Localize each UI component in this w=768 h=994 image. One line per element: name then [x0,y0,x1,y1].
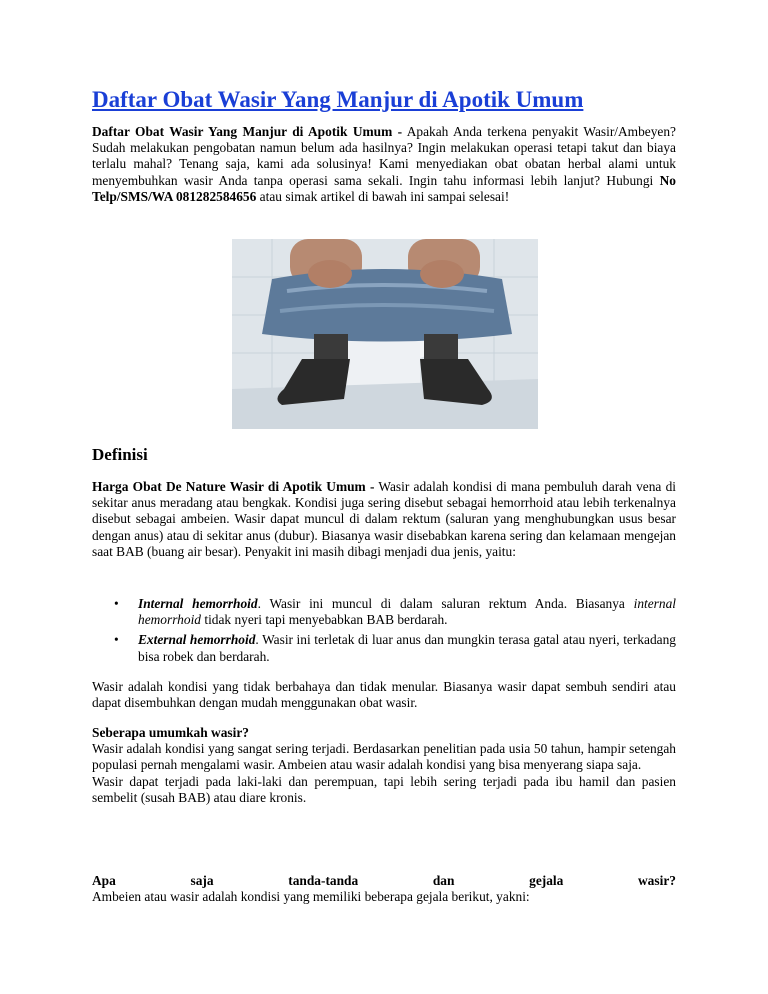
heading-word: Apa [92,873,116,888]
gejala-heading [92,873,676,889]
type-description: . Wasir ini muncul di dalam saluran rektum Anda. Biasanya [257,596,634,611]
intro-lead: Daftar Obat Wasir Yang Manjur di Apotik Umum - [92,124,403,139]
bullet-icon: • [114,596,119,611]
list-item [92,596,676,628]
heading-word: tanda-tanda [288,873,359,888]
list-item [92,632,676,664]
type-description-end: tidak nyeri tapi menyebabkan BAB berdarah. [201,612,448,628]
intro-text-2: atau simak artikel di bawah ini sampai selesai! [256,188,510,204]
article-title-link[interactable]: Daftar Obat Wasir Yang Manjur di Apotik Umum [92,87,584,112]
common-text-1: Wasir adalah kondisi yang sangat sering terjadi. Berdasarkan penelitian pada usia 50 tahun, hampir setengah populasi pernah mengalami wasir. Ambeien atau wasir adalah kondisi yang bisa menyerang siapa saja. [92,741,676,773]
intro-paragraph [92,124,676,205]
summary-paragraph: Wasir adalah kondisi yang tidak berbahaya dan tidak menular. Biasanya wasir dapat sembuh sendiri atau dapat disembuhkan dengan mudah menggunakan obat wasir. [92,679,676,711]
gejala-section [92,873,676,905]
type-description: . Wasir ini terletak di luar anus dan mungkin terasa gatal atau nyeri, terkadang bisa robek dan berdarah. [138,632,676,664]
heading-word: saja [190,873,214,888]
definisi-paragraph [92,479,676,560]
intro-text-1: Apakah Anda terkena penyakit Wasir/Ambeyen? Sudah melakukan pengobatan namun belum ada hasilnya? Ingin melakukan operasi tetapi takut dan biaya terlalu mahal? Tenang saja, kami ada solusinya! Kami menyediakan obat obatan herbal alami untuk menyembuhkan wasir Anda tanpa operasi sama sekali. Ingin tahu informasi lebih lanjut? Hubungi [92,124,676,188]
definisi-lead: Harga Obat De Nature Wasir di Apotik Umum - [92,479,375,494]
gejala-text: Ambeien atau wasir adalah kondisi yang memiliki beberapa gejala berikut, yakni: [92,889,530,905]
heading-word: dan [432,873,455,888]
common-question: Seberapa umumkah wasir? [92,725,249,740]
type-name: Internal hemorrhoid [138,596,258,611]
heading-word: gejala [529,873,564,888]
contact-number: No Telp/SMS/WA 081282584656 [92,172,676,204]
type-italic-term: internal hemorrhoid [138,596,676,628]
article-photo [232,239,538,429]
bullet-icon: • [114,632,119,648]
section-heading-definisi: Definisi [92,445,148,464]
toilet-illustration [232,239,538,429]
definisi-text: Wasir adalah kondisi di mana pembuluh darah vena di sekitar anus meradang atau bengkak. Kondisi juga sering disebut sebagai hemorrhoid atau lebih terkenalnya disebut sebagai ambeien. Wasir dapat muncul di dalam rektum (saluran yang menghubungkan usus besar dengan anus) atau di sekitar anus (dubur). Biasanya wasir disebabkan karena sering dan kelamaan mengejan saat BAB (buang air besar). Penyakit ini masih dibagi menjadi dua jenis, yaitu: [92,479,676,559]
common-text-2: Wasir dapat terjadi pada laki-laki dan perempuan, tapi lebih sering terjadi pada ibu hamil dan pasien sembelit (susah BAB) atau diare kronis. [92,773,676,805]
heading-word: wasir? [638,873,676,888]
type-name: External hemorrhoid [138,632,256,648]
common-section [92,725,676,806]
hemorrhoid-types-list [92,596,676,669]
